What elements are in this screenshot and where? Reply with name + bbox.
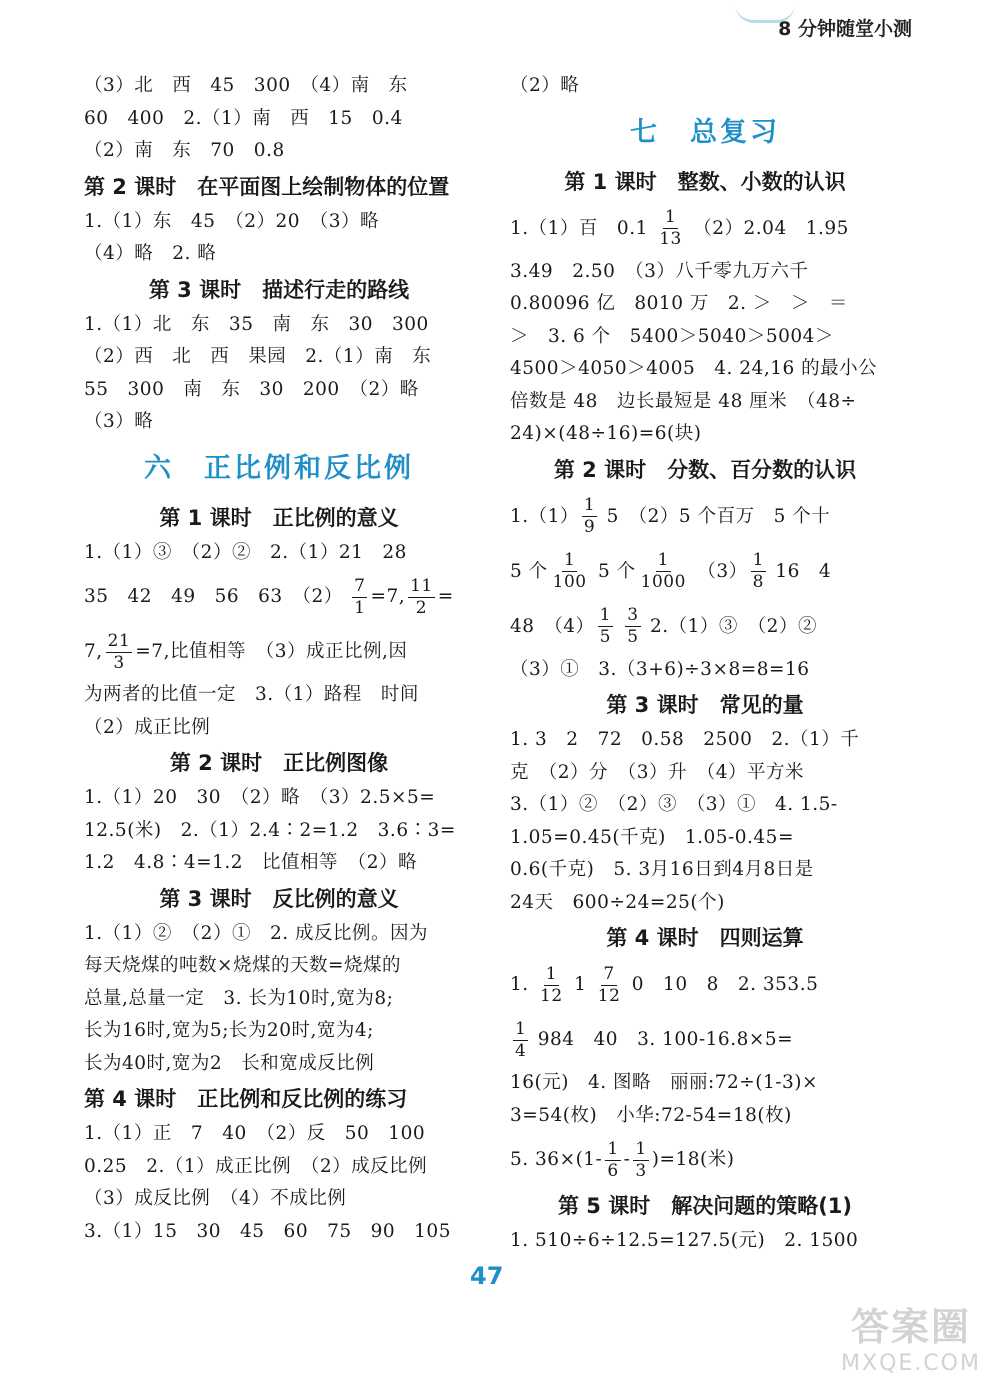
answer-line: 3.49 2.50 （3）八千零九万六千 <box>510 260 809 282</box>
answer-line: 1. $\frac{1}{12}$ 1 $\frac{7}{12}$ 0 10 8 2. 353.5 <box>510 963 819 1006</box>
answer-line: 总量,总量一定 3. 长为10时,宽为8; <box>84 987 394 1009</box>
left-column <box>84 70 474 1248</box>
answer-line: （2）南 东 70 0.8 <box>84 140 285 161</box>
answer-line: 5. 36×(1- $\frac{1}{6}$ - $\frac{1}{3}$ )=18(米) <box>510 1138 735 1181</box>
lesson-heading: 第 3 课时 描述行走的路线 <box>148 277 410 302</box>
answer-line: 60 400 2.（1）南 西 15 0.4 <box>84 107 403 129</box>
fraction: $\frac{7}{1}$ <box>354 575 366 618</box>
answer-line: （2）成正比例 <box>84 716 211 738</box>
watermark-url: MXQE.COM <box>841 1351 981 1376</box>
fraction: $\frac{1}{8}$ <box>752 550 764 592</box>
right-column <box>510 70 900 1258</box>
lesson-heading: 第 4 课时 四则运算 <box>606 926 804 950</box>
lesson-heading: 第 1 课时 整数、小数的认识 <box>564 169 846 194</box>
answer-line: 3.（1）② （2）③ （3）① 4. 1.5- <box>510 794 838 815</box>
fraction: $\frac{1}{3}$ <box>635 1138 647 1181</box>
answer-line: 为两者的比值一定 3.（1）路程 时间 <box>84 684 419 705</box>
book-title: 8 分钟随堂小测 <box>778 18 912 40</box>
answer-line: 12.5(米) 2.（1）2.4∶2=1.2 3.6∶3= <box>84 819 456 841</box>
answer-line: 1. 3 2 72 0.58 2500 2.（1）千 <box>510 729 860 750</box>
lesson-heading: 第 2 课时 分数、百分数的认识 <box>553 457 857 482</box>
fraction: $\frac{1}{13}$ <box>659 207 682 249</box>
answer-line: 35 42 49 56 63 （2） $\frac{7}{1}$ =7, $\frac{11}{2}$ = <box>84 575 454 618</box>
answer-line: （3）成反比例 （4）不成比例 <box>84 1188 347 1209</box>
lesson-heading: 第 5 课时 解决问题的策略(1) <box>557 1194 853 1218</box>
answer-line: 1.（1）北 东 35 南 东 30 300 <box>84 313 429 335</box>
answer-line: 24)×(48÷16)=6(块) <box>510 423 702 444</box>
fraction: $\frac{11}{2}$ <box>410 575 433 618</box>
answer-line: 1. 510÷6÷12.5=127.5(元) 2. 1500 <box>510 1230 859 1251</box>
answer-line: 3=54(枚) 小华:72-54=18(枚) <box>510 1104 792 1126</box>
fraction: $\frac{1}{1000}$ <box>640 550 686 592</box>
answer-line: 1.（1）正 7 40 （2）反 50 100 <box>84 1123 426 1144</box>
answer-line: 7, $\frac{21}{3}$ =7,比值相等 （3）成正比例,因 <box>84 630 408 673</box>
fraction: $\frac{21}{3}$ <box>107 630 131 673</box>
answer-line: 1.2 4.8∶4=1.2 比值相等 （2）略 <box>84 852 418 873</box>
answer-line: 每天烧煤的吨数×烧煤的天数=烧煤的 <box>84 955 402 976</box>
answer-line: ＞ 3. 6 个 5400＞5040＞5004＞ <box>510 325 834 347</box>
answer-line: 长为40时,宽为2 长和宽成反比例 <box>84 1052 375 1074</box>
answer-line: 16(元) 4. 图略 丽丽:72÷(1-3)× <box>510 1072 819 1093</box>
answer-line: 24天 600÷24=25(个) <box>510 891 725 913</box>
answer-line: 1.（1） $\frac{1}{9}$ 5 （2）5 个百万 5 个十 <box>510 495 831 537</box>
answer-line: 5 个 $\frac{1}{100}$ 5 个 $\frac{1}{1000}$ （3） $\frac{1}{8}$ 16 4 <box>510 550 832 592</box>
lesson-heading: 第 1 课时 正比例的意义 <box>159 505 399 530</box>
answer-line: 0.25 2.（1）成正比例 （2）成反比例 <box>84 1155 428 1177</box>
fraction: $\frac{1}{9}$ <box>583 495 596 537</box>
answer-line: 长为16时,宽为5;长为20时,宽为4; <box>84 1020 374 1041</box>
fraction: $\frac{1}{12}$ <box>540 963 563 1006</box>
answer-line: 克 （2）分 （3）升 （4）平方米 <box>510 761 805 783</box>
lesson-heading: 第 2 课时 在平面图上绘制物体的位置 <box>84 174 450 199</box>
unit-title: 六 正比例和反比例 <box>144 452 414 484</box>
answer-line: 1.（1）东 45 （2）20 （3）略 <box>84 210 380 232</box>
answer-line: （4）略 2. 略 <box>84 243 217 264</box>
answer-line: 1.（1）20 30 （2）略 （3）2.5×5= <box>84 787 436 808</box>
answer-line: 0.80096 亿 8010 万 2. ＞ ＞ ＝ <box>510 293 848 314</box>
fraction: $\frac{1}{6}$ <box>607 1138 619 1181</box>
answer-line: 4500＞4050＞4005 4. 24,16 的最小公 <box>510 358 878 379</box>
fraction: $\frac{1}{5}$ <box>599 605 611 647</box>
answer-line: 3.（1）15 30 45 60 75 90 105 <box>84 1220 451 1242</box>
answer-line: 1.（1）③ （2）② 2.（1）21 28 <box>84 541 407 563</box>
unit-title: 七 总复习 <box>630 116 780 148</box>
answer-line: 48 （4） $\frac{1}{5}$ $\frac{3}{5}$ 2.（1）③ （2）② <box>510 605 817 647</box>
answer-line: 倍数是 48 边长最短是 48 厘米 （48÷ <box>510 390 857 412</box>
answer-line: 1.（1）百 0.1 $\frac{1}{13}$ （2）2.04 1.95 <box>510 207 849 249</box>
page-number: 47 <box>470 1262 504 1290</box>
answer-line: 1.（1）② （2）① 2. 成反比例。因为 <box>84 922 428 944</box>
answer-line: （3）北 西 45 300 （4）南 东 <box>84 75 408 96</box>
answer-line: 0.6(千克) 5. 3月16日到4月8日是 <box>510 859 814 880</box>
lesson-heading: 第 3 课时 反比例的意义 <box>159 886 399 911</box>
fraction: $\frac{1}{100}$ <box>552 550 587 592</box>
watermark-text: 答案圈 <box>850 1305 971 1349</box>
answer-line: （2）西 北 西 果园 2.（1）南 东 <box>84 346 432 367</box>
fraction: $\frac{3}{5}$ <box>627 605 639 647</box>
answer-line: （2）略 <box>510 75 580 96</box>
fraction: $\frac{7}{12}$ <box>597 963 621 1006</box>
watermark <box>836 1304 986 1384</box>
answer-line: （3）① 3.（3+6)÷3×8=8=16 <box>510 658 810 680</box>
answer-line: $\frac{1}{4}$ 984 40 3. 100-16.8×5= <box>515 1018 794 1061</box>
answer-line: 55 300 南 东 30 200 （2）略 <box>84 378 419 400</box>
answer-line: （3）略 <box>84 411 154 432</box>
lesson-heading: 第 3 课时 常见的量 <box>606 693 804 717</box>
lesson-heading: 第 2 课时 正比例图像 <box>169 751 389 775</box>
lesson-heading: 第 4 课时 正比例和反比例的练习 <box>84 1087 408 1111</box>
answer-line: 1.05=0.45(千克) 1.05-0.45= <box>510 826 794 848</box>
fraction: $\frac{1}{4}$ <box>515 1018 527 1061</box>
